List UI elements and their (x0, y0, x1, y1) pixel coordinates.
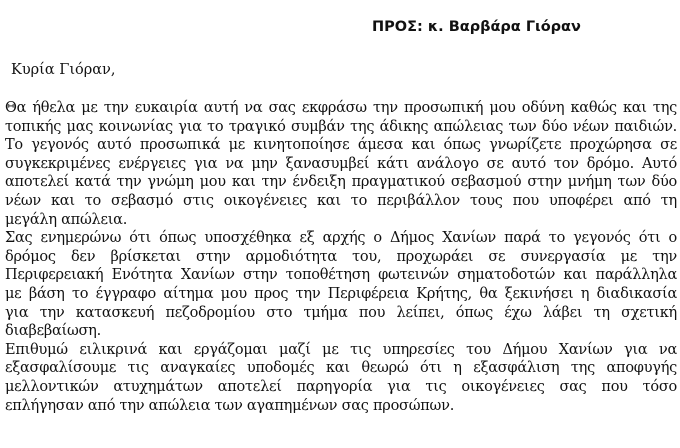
body-line: Το γεγονός αυτό προσωπικά με κινητοποίησε άμεσα και όπως γνωρίζετε προχώρησα σε (5, 137, 677, 154)
greeting: Κυρία Γιόραν, (11, 62, 116, 78)
body-line: τοπικής μας κοινωνίας για το τραγικό συμβάν της άδικης απώλειας των δύο νέων παιδιών. (5, 118, 677, 135)
body-line: Σας ενημερώνω ότι όπως υποσχέθηκα εξ αρχής ο Δήμος Χανίων παρά το γεγονός ότι ο (5, 230, 677, 247)
body-line: συγκεκριμένες ενέργειες για να μην ξανασυμβεί κάτι ανάλογο σε αυτό τον δρόμο. Αυτό (5, 155, 677, 172)
recipient-line: ΠΡΟΣ: κ. Βαρβάρα Γιόραν (372, 19, 581, 35)
body-line: μεγάλη απώλεια. (5, 211, 128, 228)
body-line: νέων και το σεβασμό στις οικογένειες και το περιβάλλον τους που υποφέρει από τη (5, 192, 677, 209)
body-line: Επιθυμώ ειλικρινά και εργάζομαι μαζί με τις υπηρεσίες του Δήμου Χανίων για να (5, 341, 677, 358)
body-line: δρόμος δεν βρίσκεται στην αρμοδιότητα του, προχωράει σε συνεργασία με την (5, 248, 677, 265)
body-line: με βάση το έγγραφο αίτημα μου προς την Περιφέρεια Κρήτης, θα ξεκινήσει η διαδικασία (5, 285, 677, 302)
body-line: εξασφαλίσουμε τις αναγκαίες υποδομές και θεωρώ ότι η εξασφάλιση της αποφυγής (5, 360, 677, 377)
body-line: επλήγησαν από την απώλεια των αγαπημένων σας προσώπων. (5, 397, 455, 414)
body-line: Περιφερειακή Ενότητα Χανίων στην τοποθέτηση φωτεινών σηματοδοτών και παράλληλα (5, 267, 677, 284)
body-line: αποτελεί κατά την γνώμη μου και την ένδειξη πραγματικού σεβασμού στην μνήμη των δύο (5, 174, 677, 191)
letter-body (5, 99, 677, 415)
body-line: διαβεβαίωση. (5, 323, 101, 340)
body-line: για την κατασκευή πεζοδρομίου στο τμήμα που λείπει, όπως έχω λάβει τη σχετική (5, 304, 677, 321)
body-line: Θα ήθελα με την ευκαιρία αυτή να σας εκφράσω την προσωπική μου οδύνη καθώς και της (5, 100, 677, 116)
body-line: μελλοντικών ατυχημάτων αποτελεί παρηγορία για τις οικογένειες σας που τόσο (5, 378, 677, 395)
